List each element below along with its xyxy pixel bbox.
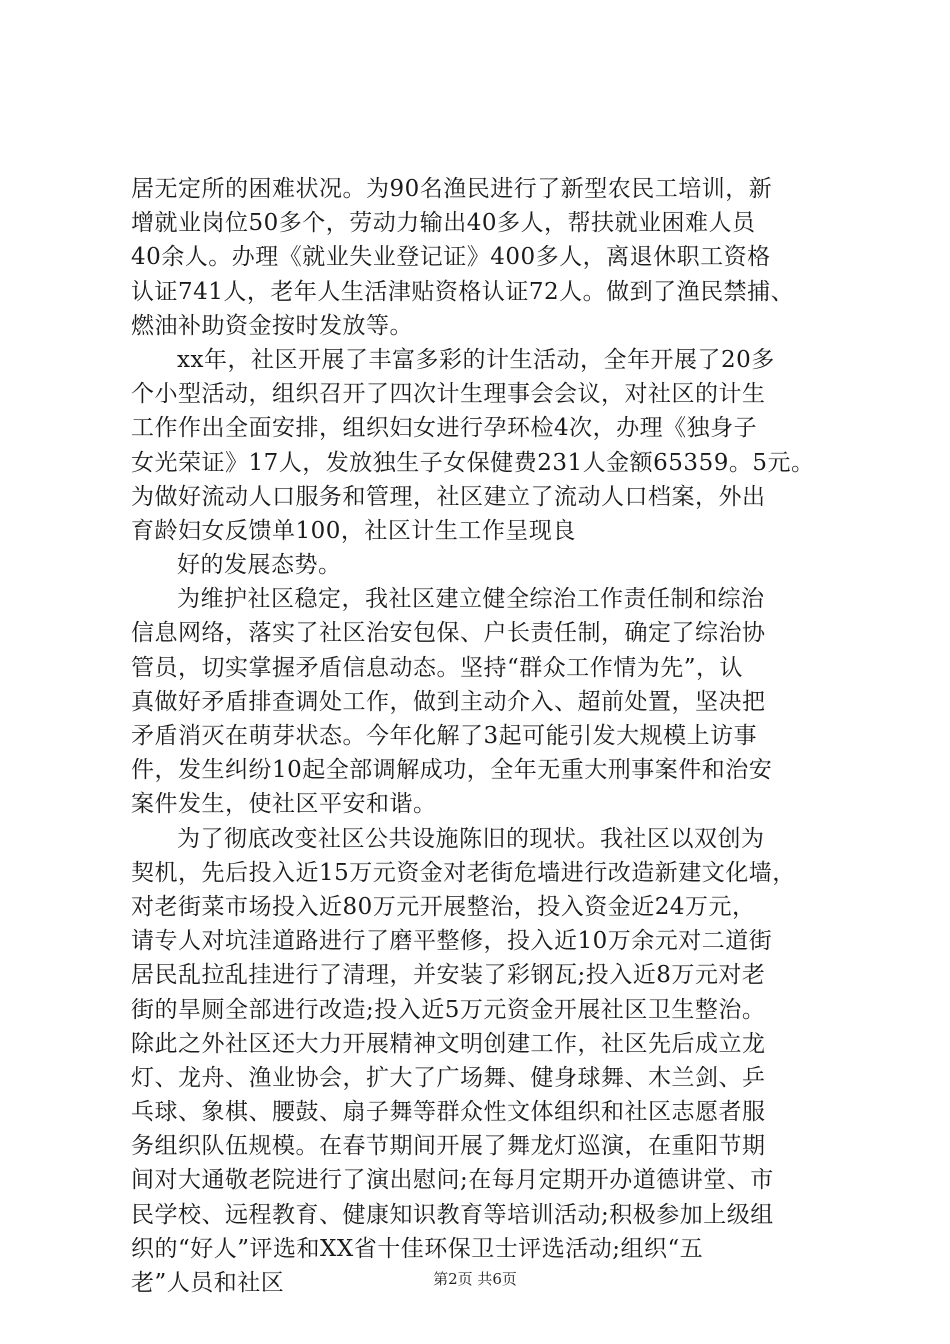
text-line: 为做好流动人口服务和管理，社区建立了流动人口档案，外出 (131, 483, 766, 510)
text-line: 案件发生，使社区平安和谐。 (131, 791, 437, 818)
text-line: 乓球、象棋、腰鼓、扇子舞等群众性文体组织和社区志愿者服 (131, 1099, 766, 1126)
text-line: 务组织队伍规模。在春节期间开展了舞龙灯巡演，在重阳节期 (131, 1133, 766, 1160)
page-number: 第2页 共6页 (433, 1270, 517, 1288)
text-line: 对老街菜市场投入近80万元开展整治，投入资金近24万元， (131, 893, 756, 920)
text-line: 为了彻底改变社区公共设施陈旧的现状。我社区以双创为 (177, 825, 765, 852)
text-line: 件，发生纠纷10起全部调解成功，全年无重大刑事案件和治安 (131, 757, 773, 784)
text-line: 矛盾消灭在萌芽状态。今年化解了3起可能引发大规模上访事 (131, 723, 758, 749)
text-line: 燃油补助资金按时发放等。 (131, 312, 413, 339)
text-line: 管员，切实掌握矛盾信息动态。坚持“群众工作情为先”，认 (131, 654, 744, 681)
text-line: 居无定所的困难状况。为90名渔民进行了新型农民工培训，新 (131, 176, 773, 202)
text-line: 为维护社区稳定，我社区建立健全综治工作责任制和综治 (177, 586, 765, 613)
text-line: 认证741人，老年人生活津贴资格认证72人。做到了渔民禁捕、 (131, 278, 795, 305)
text-line: 育龄妇女反馈单100，社区计生工作呈现良 (131, 517, 576, 544)
text-line: 契机，先后投入近15万元资金对老街危墙进行改造新建文化墙， (131, 859, 796, 886)
document-body (131, 172, 831, 1300)
text-line: 信息网络，落实了社区治安包保、户长责任制，确定了综治协 (131, 620, 766, 647)
text-line: 间对大通敬老院进行了演出慰问;在每月定期开办道德讲堂、市 (131, 1167, 774, 1194)
text-line: 民学校、远程教育、健康知识教育等培训活动;积极参加上级组 (131, 1201, 774, 1228)
text-line: 工作作出全面安排，组织妇女进行孕环检4次，办理《独身子 (131, 415, 758, 442)
text-line: 街的旱厕全部进行改造;投入近5万元资金开展社区卫生整治。 (131, 996, 766, 1023)
text-line: 除此之外社区还大力开展精神文明创建工作，社区先后成立龙 (131, 1030, 766, 1057)
text-line: 老”人员和社区 (131, 1270, 285, 1296)
text-line: 灯、龙舟、渔业协会，扩大了广场舞、健身球舞、木兰剑、乒 (131, 1064, 766, 1091)
text-line: 请专人对坑洼道路进行了磨平整修，投入近10万余元对二道街 (131, 928, 773, 955)
text-line: 40余人。办理《就业失业登记证》400多人，离退休职工资格 (131, 244, 771, 271)
text-line: 好的发展态势。 (177, 552, 342, 579)
text-line: 增就业岗位50多个，劳动力输出40多人，帮扶就业困难人员 (131, 210, 756, 237)
text-line: 真做好矛盾排查调处工作，做到主动介入、超前处置，坚决把 (131, 688, 766, 715)
text-line: 个小型活动，组织召开了四次计生理事会会议，对社区的计生 (131, 381, 766, 408)
text-line: xx年，社区开展了丰富多彩的计生活动，全年开展了20多 (177, 346, 775, 373)
text-line: 织的“好人”评选和XX省十佳环保卫士评选活动;组织“五 (131, 1235, 704, 1262)
text-line: 居民乱拉乱挂进行了清理，并安装了彩钢瓦;投入近8万元对老 (131, 962, 766, 989)
text-line: 女光荣证》17人，发放独生子女保健费231人金额65359。5元。 (131, 449, 815, 476)
